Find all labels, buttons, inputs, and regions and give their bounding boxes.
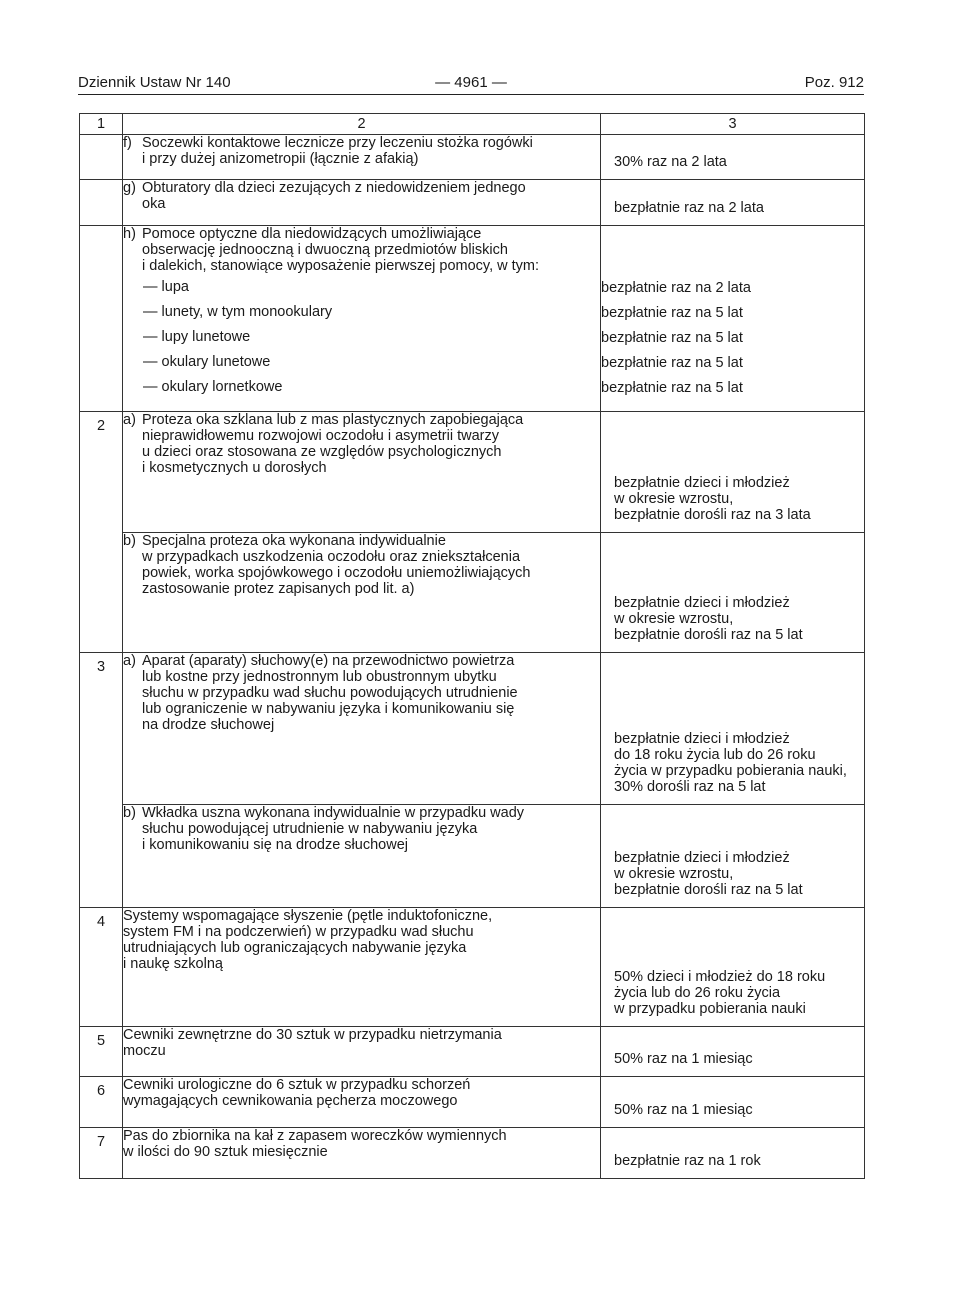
row-number-cell	[80, 180, 123, 226]
item-description: a) Aparat (aparaty) słuchowy(e) na przewodnictwo powietrza lub kostne przy jednostronnym lub obustronnym ubytku słuchu w przypadku wad słuchu powodujących utrudnienie lub ograniczenie w nabywaniu języka i komunikowaniu się na drodze słuchowej	[123, 653, 601, 805]
list-item: — lunety, w tym monookulary	[143, 304, 333, 320]
row-number: 4	[80, 908, 123, 1027]
item-description: a) Proteza oka szklana lub z mas plastycznych zapobiegająca nieprawidłowemu rozwojowi oczodołu i asymetrii twarzy u dzieci oraz stosowana ze względów psychologicznych i kosmetycznych u dorosłych	[123, 412, 601, 533]
row-number: 3	[80, 653, 123, 908]
item-value: bezpłatnie raz na 2 lata bezpłatnie raz na 5 lat bezpłatnie raz na 5 lat bezpłatnie raz na 5 lat bezpłatnie raz na 5 lat	[601, 226, 865, 412]
item-value: bezpłatnie dzieci i młodzież do 18 roku życia lub do 26 roku życia w przypadku pobierania nauki, 30% dorośli raz na 5 lat	[601, 653, 865, 805]
list-item: — okulary lunetowe	[143, 354, 271, 370]
table-row	[80, 180, 865, 226]
list-item: — lupa	[143, 279, 189, 295]
item-value: bezpłatnie dzieci i młodzież w okresie wzrostu, bezpłatnie dorośli raz na 3 lata	[601, 412, 865, 533]
table-row	[80, 805, 865, 908]
item-description: Systemy wspomagające słyszenie (pętle induktofoniczne, system FM i na podczerwień) w przypadku wad słuchu utrudniających lub ograniczających nabywanie języka i naukę szkolną	[123, 908, 601, 1027]
column-header-2: 2	[123, 114, 601, 135]
page-header	[78, 74, 864, 94]
item-value: 30% raz na 2 lata	[601, 135, 865, 180]
item-value: 50% raz na 1 miesiąc	[601, 1077, 865, 1128]
header-rule	[78, 94, 864, 95]
page-number: — 4961 —	[435, 74, 507, 91]
list-item: — lupy lunetowe	[143, 329, 251, 345]
table-row	[80, 226, 865, 412]
item-value: bezpłatnie raz na 1 rok	[601, 1128, 865, 1179]
table-row	[80, 653, 865, 805]
benefits-table	[79, 113, 865, 1179]
table-header-row	[80, 114, 865, 135]
item-value: 50% dzieci i młodzież do 18 roku życia lub do 26 roku życia w przypadku pobierania nauki	[601, 908, 865, 1027]
item-description: b) Specjalna proteza oka wykonana indywidualnie w przypadkach uszkodzenia oczodołu oraz zniekształcenia powiek, worka spojówkowego i oczodołu uniemożliwiających zastosowanie protez zapisanych pod lit. a)	[123, 533, 601, 653]
table-row	[80, 1077, 865, 1128]
item-value: bezpłatnie dzieci i młodzież w okresie wzrostu, bezpłatnie dorośli raz na 5 lat	[601, 533, 865, 653]
item-description: Cewniki zewnętrzne do 30 sztuk w przypadku nietrzymania moczu	[123, 1027, 601, 1077]
position-number: Poz. 912	[804, 74, 864, 91]
row-number-cell	[80, 226, 123, 412]
item-description: Cewniki urologiczne do 6 sztuk w przypadku schorzeń wymagających cewnikowania pęcherza moczowego	[123, 1077, 601, 1128]
item-value: bezpłatnie dzieci i młodzież w okresie wzrostu, bezpłatnie dorośli raz na 5 lat	[601, 805, 865, 908]
column-header-1: 1	[80, 114, 123, 135]
table-row	[80, 135, 865, 180]
table-row	[80, 1027, 865, 1077]
journal-title: Dziennik Ustaw Nr 140	[78, 74, 231, 91]
row-number: 7	[80, 1128, 123, 1179]
table-row	[80, 1128, 865, 1179]
row-number-cell	[80, 135, 123, 180]
table-row	[80, 412, 865, 533]
column-header-3: 3	[601, 114, 865, 135]
item-description: h) Pomoce optyczne dla niedowidzących umożliwiające obserwację jednooczną i dwuoczną przedmiotów bliskich i dalekich, stanowiące wyposażenie pierwszej pomocy, w tym: — lupa — lunety, w tym monookulary — lupy lunetowe — okulary lunetowe — okulary lornetkowe	[123, 226, 601, 412]
item-description: b) Wkładka uszna wykonana indywidualnie w przypadku wady słuchu powodującej utrudnienie w nabywaniu języka i komunikowaniu się na drodze słuchowej	[123, 805, 601, 908]
row-number: 6	[80, 1077, 123, 1128]
item-description: g) Obturatory dla dzieci zezujących z niedowidzeniem jednego oka	[123, 180, 601, 226]
table-row	[80, 533, 865, 653]
table-row	[80, 908, 865, 1027]
item-value: 50% raz na 1 miesiąc	[601, 1027, 865, 1077]
list-item: — okulary lornetkowe	[143, 379, 283, 395]
item-description: Pas do zbiornika na kał z zapasem woreczków wymiennych w ilości do 90 sztuk miesięcznie	[123, 1128, 601, 1179]
row-number: 5	[80, 1027, 123, 1077]
item-description: f) Soczewki kontaktowe lecznicze przy leczeniu stożka rogówki i przy dużej anizometropii (łącznie z afakią)	[123, 135, 601, 180]
item-value: bezpłatnie raz na 2 lata	[601, 180, 865, 226]
row-number: 2	[80, 412, 123, 653]
